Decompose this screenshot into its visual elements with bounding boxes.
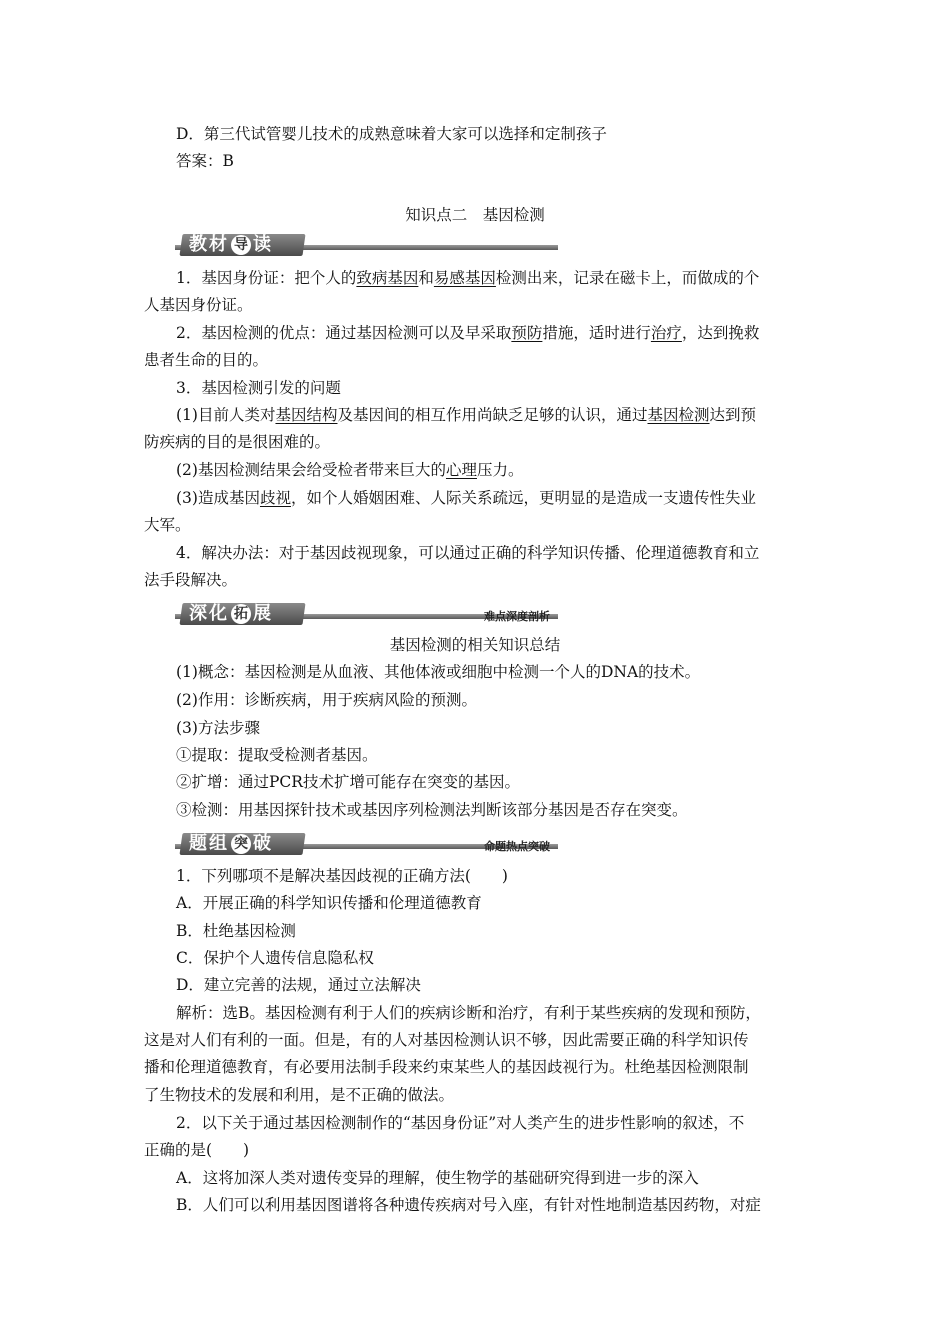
reading-p4-cont: 法手段解决。 bbox=[144, 571, 238, 589]
answer: 答案：B bbox=[176, 152, 234, 170]
question-2-option: A．这将加深人类对遗传变异的理解，使生物学的基础研究得到进一步的深入 bbox=[176, 1169, 699, 1187]
reading-p1: 1．基因身份证：把个人的致病基因和易感基因检测出来，记录在磁卡上，而做成的个 bbox=[176, 269, 760, 287]
banner-breakthrough: 题组 突 破 命题热点突破 bbox=[175, 833, 558, 855]
extension-line: (1)概念：基因检测是从血液、其他体液或细胞中检测一个人的DNA的技术。 bbox=[176, 663, 701, 681]
question-1-explanation: 这是对人们有利的一面。但是，有的人对基因检测认识不够，因此需要正确的科学知识传 bbox=[144, 1031, 749, 1049]
reading-p1-cont: 人基因身份证。 bbox=[144, 296, 253, 314]
reading-p3-2: (2)基因检测结果会给受检者带来巨大的心理压力。 bbox=[176, 461, 524, 479]
reading-p2: 2．基因检测的优点：通过基因检测可以及早采取预防措施，适时进行治疗，达到挽救 bbox=[176, 324, 760, 342]
question-1-explanation: 了生物技术的发展和利用，是不正确的做法。 bbox=[144, 1086, 455, 1104]
banner-extension: 深化 拓 展 难点深度剖析 bbox=[175, 603, 558, 625]
banner-textbook-reading: 教材 导 读 bbox=[175, 234, 558, 256]
question-1-option: A．开展正确的科学知识传播和伦理道德教育 bbox=[176, 894, 482, 912]
extension-line: ①提取：提取受检测者基因。 bbox=[176, 746, 378, 764]
reading-p3-3: (3)造成基因歧视，如个人婚姻困难、人际关系疏远，更明显的是造成一支遗传性失业 bbox=[176, 489, 756, 507]
extension-line: (2)作用：诊断疾病，用于疾病风险的预测。 bbox=[176, 691, 477, 709]
question-1-explanation: 解析：选B。基因检测有利于人们的疾病诊断和治疗，有利于某些疾病的发现和预防， bbox=[176, 1004, 761, 1022]
reading-p2-cont: 患者生命的目的。 bbox=[144, 351, 269, 369]
extension-title: 基因检测的相关知识总结 bbox=[389, 636, 561, 654]
extension-line: ③检测：用基因探针技术或基因序列检测法判断该部分基因是否存在突变。 bbox=[176, 801, 688, 819]
question-1-option: C．保护个人遗传信息隐私权 bbox=[176, 949, 374, 967]
extension-line: (3)方法步骤 bbox=[176, 719, 260, 737]
reading-p4: 4．解决办法：对于基因歧视现象，可以通过正确的科学知识传播、伦理道德教育和立 bbox=[176, 544, 760, 562]
question-2-option: B．人们可以利用基因图谱将各种遗传疾病对号入座，有针对性地制造基因药物，对症 bbox=[176, 1196, 761, 1214]
reading-p3-1-cont: 防疾病的目的是很困难的。 bbox=[144, 433, 331, 451]
extension-line: ②扩增：通过PCR技术扩增可能存在突变的基因。 bbox=[176, 773, 520, 791]
question-1-option: D．建立完善的法规，通过立法解决 bbox=[176, 976, 421, 994]
question-1-explanation: 播和伦理道德教育，有必要用法制手段来约束某些人的基因歧视行为。杜绝基因检测限制 bbox=[144, 1058, 749, 1076]
question-2-stem-cont: 正确的是( ) bbox=[144, 1141, 250, 1159]
reading-p3-3-cont: 大军。 bbox=[144, 516, 191, 534]
section-title: 知识点二 基因检测 bbox=[405, 206, 545, 224]
question-2-stem: 2．以下关于通过基因检测制作的“基因身份证”对人类产生的进步性影响的叙述，不 bbox=[176, 1114, 745, 1132]
question-1-option: B．杜绝基因检测 bbox=[176, 922, 296, 940]
option-d: D．第三代试管婴儿技术的成熟意味着大家可以选择和定制孩子 bbox=[176, 125, 607, 143]
reading-p3: 3．基因检测引发的问题 bbox=[176, 379, 341, 397]
question-1-stem: 1．下列哪项不是解决基因歧视的正确方法( ) bbox=[176, 867, 508, 885]
reading-p3-1: (1)目前人类对基因结构及基因间的相互作用尚缺乏足够的认识，通过基因检测达到预 bbox=[176, 406, 757, 424]
